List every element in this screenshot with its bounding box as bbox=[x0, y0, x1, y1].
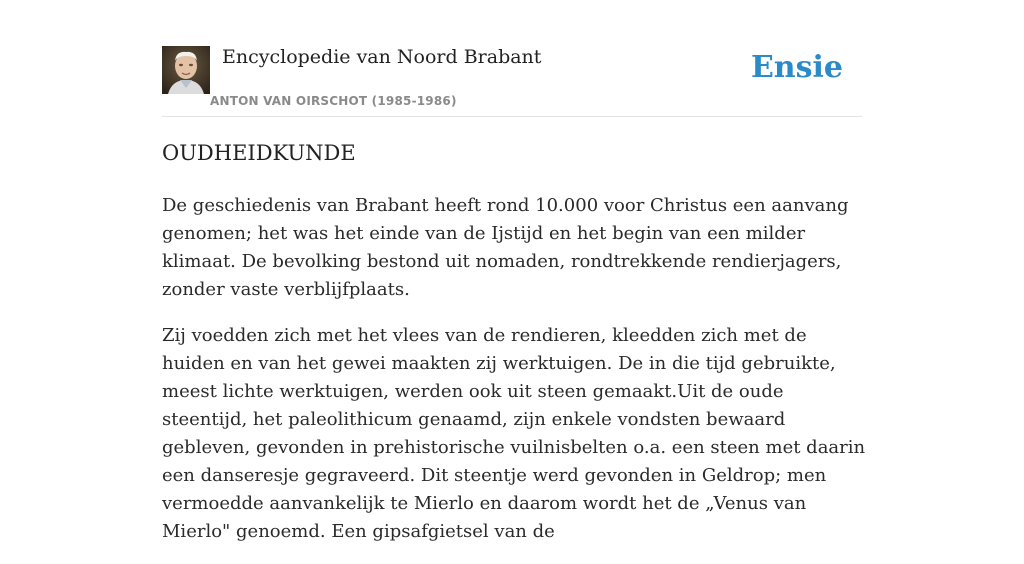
paragraph: Zij voedden zich met het vlees van de rendieren, kleedden zich met de huiden en van het gewei maakten zij werktuigen. De in die tijd gebruikte, meest lichte werktuigen, werden ook uit steen gemaakt.Uit de oude steentijd, het paleolithicum genaamd, zijn enkele vondsten bewaard gebleven, gevonden in prehistorische vuilnisbelten o.a. een steen met daarin een danseresje gegraveerd. Dit steentje werd gevonden in Geldrop; men vermoedde aanvankelijk te Mierlo en daarom wordt het de „Venus van Mierlo" genoemd. Een gipsafgietsel van de bbox=[162, 325, 866, 542]
author-name: ANTON VAN OIRSCHOT (1985-1986) bbox=[210, 94, 457, 108]
entry-body bbox=[162, 192, 867, 564]
ensie-logo[interactable]: Ensie bbox=[750, 50, 843, 85]
paragraph: De geschiedenis van Brabant heeft rond 10.000 voor Christus een aanvang genomen; het was het einde van de Ijstijd en het begin van een milder klimaat. De bevolking bestond uit nomaden, rondtrekkende rendierjagers, zonder vaste verblijfplaats. bbox=[162, 195, 849, 300]
header bbox=[162, 46, 862, 117]
book-title-link[interactable]: Encyclopedie van Noord Brabant bbox=[222, 46, 542, 68]
author-photo bbox=[162, 46, 210, 94]
author-avatar[interactable] bbox=[162, 46, 210, 94]
entry-title: OUDHEIDKUNDE bbox=[162, 141, 356, 165]
